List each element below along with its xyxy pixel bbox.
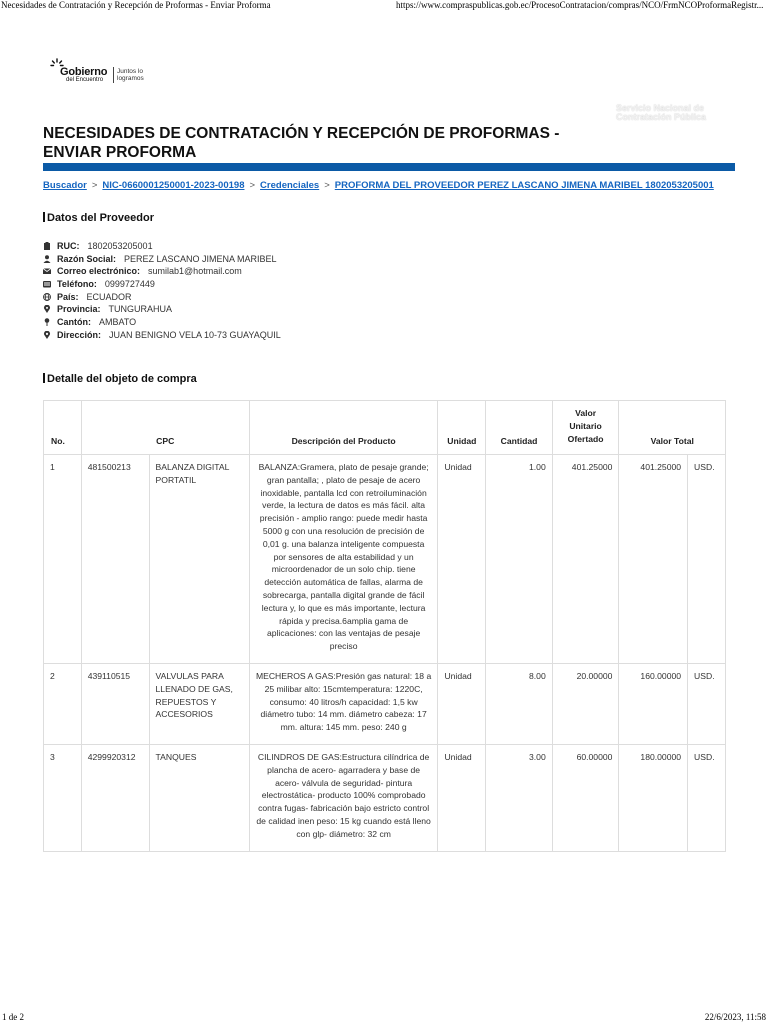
row-cpc-code: 439110515 bbox=[81, 663, 149, 744]
table-header-row bbox=[44, 401, 726, 455]
location-icon bbox=[43, 331, 51, 339]
phone-icon bbox=[43, 280, 51, 288]
row-cpc-code: 481500213 bbox=[81, 455, 149, 664]
row-valor-total: 180.00000 bbox=[619, 744, 688, 851]
sercop-watermark: Servicio Nacional de Contratación Pública bbox=[616, 103, 707, 122]
pais-value: ECUADOR bbox=[86, 291, 132, 302]
direccion-row: Dirección: JUAN BENIGNO VELA 10-73 GUAYAQUIL bbox=[43, 329, 281, 342]
row-descripcion: BALANZA:Gramera, plato de pesaje grande; gran pantalla; , plato de pesaje de acero inoxidable, pantalla lcd con retroiluminación verde, la lectura de datos es más fácil. alta precisión - amplio rango: puede medir hasta 5000 g con una resolución de precisión de 0,01 g. una balanza inteligente compuesta por sensores de alta estabilidad y un microordenador de un solo chip. tiene detección automática de fallas, alarma de sobrecarga, pantalla digital grande de fácil lectura y, lo que es más importante, lectura rápida y precisa.6amplia gama de aplicaciones: con las ventajas de pesaje preciso bbox=[249, 455, 438, 664]
pais-row: País: ECUADOR bbox=[43, 291, 281, 304]
logo-line2: del Encuentro bbox=[66, 77, 104, 83]
correo-row: Correo electrónico: sumilab1@hotmail.com bbox=[43, 265, 281, 278]
clipboard-icon bbox=[43, 242, 51, 250]
page-title: NECESIDADES DE CONTRATACIÓN Y RECEPCIÓN DE PROFORMAS - ENVIAR PROFORMA bbox=[43, 125, 560, 161]
row-unidad: Unidad bbox=[438, 455, 486, 664]
table-row bbox=[44, 455, 726, 664]
table-row bbox=[44, 744, 726, 851]
page-number: 1 de 2 bbox=[2, 1012, 24, 1022]
globe-icon bbox=[43, 293, 51, 301]
proveedor-section-title: Datos del Proveedor bbox=[43, 212, 154, 224]
row-no: 3 bbox=[44, 744, 82, 851]
gobierno-logo bbox=[50, 58, 160, 86]
row-cantidad: 3.00 bbox=[486, 744, 553, 851]
telefono-value: 0999727449 bbox=[104, 279, 155, 290]
canton-value: AMBATO bbox=[99, 317, 137, 328]
breadcrumb bbox=[43, 180, 714, 191]
proveedor-info bbox=[43, 240, 281, 342]
telefono-row: Teléfono: 0999727449 bbox=[43, 278, 281, 291]
print-datetime: 22/6/2023, 11:58 bbox=[704, 1012, 766, 1022]
row-no: 1 bbox=[44, 455, 82, 664]
row-valor-total: 160.00000 bbox=[619, 663, 688, 744]
direccion-value: JUAN BENIGNO VELA 10-73 GUAYAQUIL bbox=[109, 329, 281, 340]
row-moneda: USD. bbox=[688, 663, 726, 744]
breadcrumb-separator: > bbox=[324, 180, 330, 191]
correo-value: sumilab1@hotmail.com bbox=[148, 266, 242, 277]
row-unidad: Unidad bbox=[438, 663, 486, 744]
row-valor-unitario: 20.00000 bbox=[552, 663, 619, 744]
title-underline-bar bbox=[43, 163, 735, 171]
col-header-descripcion: Descripción del Producto bbox=[249, 401, 438, 455]
detalle-section-title: Detalle del objeto de compra bbox=[43, 373, 197, 385]
col-header-cpc: CPC bbox=[81, 401, 249, 455]
breadcrumb-proforma[interactable]: PROFORMA DEL PROVEEDOR PEREZ LASCANO JIMENA MARIBEL 1802053205001 bbox=[334, 180, 714, 191]
envelope-icon bbox=[43, 267, 51, 275]
logo-line1: Gobierno bbox=[60, 66, 108, 78]
print-header-title: Necesidades de Contratación y Recepción de Proformas - Enviar Proforma bbox=[1, 0, 271, 10]
razon-social-row: Razón Social: PEREZ LASCANO JIMENA MARIBEL bbox=[43, 253, 281, 266]
print-header bbox=[0, 0, 768, 12]
row-valor-total: 401.25000 bbox=[619, 455, 688, 664]
items-table bbox=[43, 400, 726, 852]
section-marker bbox=[43, 212, 45, 222]
row-no: 2 bbox=[44, 663, 82, 744]
map-pin-icon bbox=[43, 318, 51, 326]
row-valor-unitario: 401.25000 bbox=[552, 455, 619, 664]
provincia-row: Provincia: TUNGURAHUA bbox=[43, 303, 281, 316]
breadcrumb-buscador[interactable]: Buscador bbox=[43, 180, 87, 191]
col-header-valor-unitario: Valor Unitario Ofertado bbox=[552, 401, 619, 455]
row-moneda: USD. bbox=[688, 455, 726, 664]
row-cantidad: 8.00 bbox=[486, 663, 553, 744]
row-cpc-code: 4299920312 bbox=[81, 744, 149, 851]
breadcrumb-separator: > bbox=[249, 180, 256, 191]
section-marker bbox=[43, 373, 45, 383]
breadcrumb-separator: > bbox=[91, 180, 98, 191]
breadcrumb-nic[interactable]: NIC-0660001250001-2023-00198 bbox=[102, 180, 245, 191]
print-footer bbox=[0, 1012, 768, 1024]
row-cpc-name: TANQUES bbox=[149, 744, 249, 851]
provincia-value: TUNGURAHUA bbox=[108, 304, 173, 315]
logo-divider bbox=[113, 67, 114, 83]
canton-row: Cantón: AMBATO bbox=[43, 316, 281, 329]
ruc-row: RUC: 1802053205001 bbox=[43, 240, 281, 253]
row-moneda: USD. bbox=[688, 744, 726, 851]
row-valor-unitario: 60.00000 bbox=[552, 744, 619, 851]
razon-social-value: PEREZ LASCANO JIMENA MARIBEL bbox=[124, 253, 277, 264]
col-header-unidad: Unidad bbox=[438, 401, 486, 455]
col-header-cantidad: Cantidad bbox=[486, 401, 553, 455]
row-cpc-name: VALVULAS PARA LLENADO DE GAS, REPUESTOS Y ACCESORIOS bbox=[149, 663, 249, 744]
row-unidad: Unidad bbox=[438, 744, 486, 851]
breadcrumb-credenciales[interactable]: Credenciales bbox=[260, 180, 320, 191]
col-header-valor-total: Valor Total bbox=[619, 401, 726, 455]
row-cantidad: 1.00 bbox=[486, 455, 553, 664]
row-descripcion: CILINDROS DE GAS:Estructura cilíndrica de plancha de acero- agarradera y base de acero- válvula de seguridad- pintura electrostática- producto 100% comprobado contra fugas- fabricación bajo estricto control de calidad inen peso: 15 kg cuando está lleno con glp- diámetro: 32 cm bbox=[249, 744, 438, 851]
user-icon bbox=[43, 255, 51, 263]
logo-slogan: Juntos lo logramos bbox=[117, 68, 144, 82]
row-descripcion: MECHEROS A GAS:Presión gas natural: 18 a 25 milibar alto: 15cmtemperatura: 1220C, consumo: 40 litros/h capacidad: 1,5 kw diámetro tubo: 14 mm. diámetro cabeza: 17 mm. altura: 145 mm. peso: 240 g bbox=[249, 663, 438, 744]
ruc-value: 1802053205001 bbox=[87, 241, 153, 251]
table-row bbox=[44, 663, 726, 744]
col-header-no: No. bbox=[44, 401, 82, 455]
map-marker-icon bbox=[43, 305, 51, 313]
print-header-url: https://www.compraspublicas.gob.ec/ProcesoContratacion/compras/NCO/FrmNCOProformaRegistr... bbox=[396, 0, 764, 10]
row-cpc-name: BALANZA DIGITAL PORTATIL bbox=[149, 455, 249, 664]
